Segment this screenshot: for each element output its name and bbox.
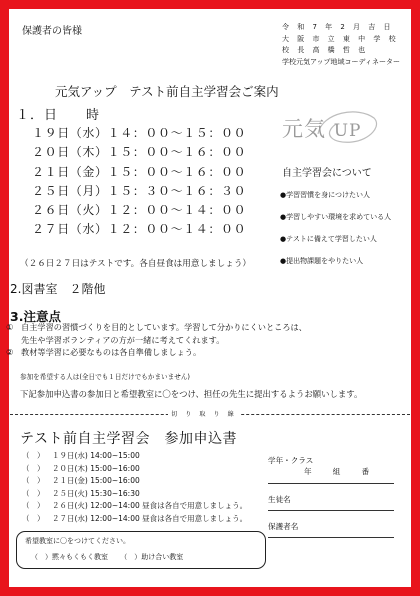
form-date-row[interactable] [22,500,247,513]
side-list-item: ●テストに備えて学習したい人 [280,235,377,243]
note-item [6,346,307,359]
section-location-heading: 2.図書室 ２階他 [10,282,106,296]
student-info-fields [268,455,394,548]
form-date-row[interactable] [22,450,247,463]
grade-class-field[interactable] [268,478,394,484]
form-date-row[interactable] [22,475,247,488]
schedule-row: ２７日（水）１２：００～１４：００ [32,222,247,237]
page-title: 元気アップ テスト前自主学習会ご案内 [55,84,279,99]
note-line: 教材等学習に必要なものは各自準備しましょう。 [21,347,202,357]
student-name-field[interactable] [268,505,394,511]
entry-note: 参加を希望する人は(全日でも１日だけでもかまいません) [20,373,190,381]
note-number: ① [6,322,14,332]
form-title: テスト前自主学習会 参加申込書 [20,431,237,447]
student-name-label: 生徒名 [268,495,291,504]
test-day-note: （２６日２７日はテストです。各自昼食は用意しましょう） [20,259,252,269]
schedule-row: ２０日（木）１５：００～１６：００ [32,145,247,160]
schedule-row: １９日（水）１４：００～１５：００ [32,126,247,140]
school-name: 大 阪 市 立 東 中 学 校 [282,34,399,43]
note-line: 自主学習の習慣づくりを目的としています。学習して分かりにくいところは、 [21,322,307,332]
checkbox-paren[interactable]: （ ） [22,513,45,523]
choice-quiet-classroom[interactable]: （ ）黙々もくもく教室 [31,553,108,561]
addressee: 保護者の皆様 [22,26,82,37]
sender-block [282,22,400,68]
checkbox-paren[interactable]: （ ） [22,488,45,498]
form-date-row[interactable] [22,488,247,501]
schedule-row: ２１日（金）１５：００～１６：００ [32,164,247,179]
side-list-item: ●学習習慣を身につけたい人 [280,191,370,199]
grade-class-units: 年 組 番 [304,467,372,476]
form-date-text: ２１日(金) 15:00~16:00 [52,476,140,485]
logo-accent-text: UP [333,121,362,141]
guardian-name-field[interactable] [268,532,394,538]
issue-date: 令 和 7 年 2 月 吉 日 [282,23,394,31]
coordinator: 学校元気アップ地域コーディネーター [282,57,400,66]
form-date-options [22,450,247,525]
form-date-text: ２７日(水) 12:00~14:00 昼食は各自で用意しましょう。 [52,513,248,523]
grade-class-label: 学年・クラス [268,456,314,465]
notes-list [6,321,307,359]
logo-main-text: 元気 [282,117,326,141]
checkbox-paren[interactable]: （ ） [22,501,45,510]
form-date-text: ２０日(木) 15:00~16:00 [52,463,140,473]
classroom-choice-options [25,552,257,562]
form-date-text: １９日(水) 14:00~15:00 [52,451,140,460]
side-list-item: ●学習しやすい環境を求めている人 [280,213,392,221]
classroom-choice-question: 希望教室に〇をつけてください。 [25,537,130,545]
principal-name: 校 長 高 橋 哲 也 [282,46,369,54]
schedule-list [32,124,246,240]
checkbox-paren[interactable]: （ ） [22,451,45,460]
form-date-row[interactable] [22,463,247,476]
entry-instruction: 下記参加申込書の参加日と希望教室に〇をつけ、担任の先生に提出するようお願いします。 [20,389,363,399]
side-panel-title: 自主学習会について [282,168,372,179]
form-date-text: ２６日(火) 12:00~14:00 昼食は各自で用意しましょう。 [52,501,248,510]
guardian-name-label: 保護者名 [268,522,299,531]
section-schedule-heading: １．日 時 [16,108,101,123]
schedule-row: ２６日（火）１２：００～１４：００ [32,203,247,218]
side-list-item: ●提出物課題をやりたい人 [280,257,364,265]
side-panel-list [280,190,391,278]
form-date-text: ２５日(火) 15:30~16:30 [52,488,140,498]
schedule-row: ２５日（月）１５：３０～１６：３０ [32,183,247,198]
cut-line-label: 切 り 取 り 線 [168,409,240,418]
form-date-row[interactable] [22,513,247,526]
note-number: ② [6,347,14,357]
checkbox-paren[interactable]: （ ） [22,463,45,473]
genki-up-logo [282,113,361,143]
section-notes-heading: 3.注意点 [10,309,61,324]
classroom-choice-box [16,531,266,569]
note-line: 先生や学習ボランティアの方が一緒に考えてくれます。 [21,334,225,345]
note-item [6,321,307,334]
choice-helping-classroom[interactable]: （ ）助け合い教室 [120,553,184,561]
checkbox-paren[interactable]: （ ） [22,476,45,485]
